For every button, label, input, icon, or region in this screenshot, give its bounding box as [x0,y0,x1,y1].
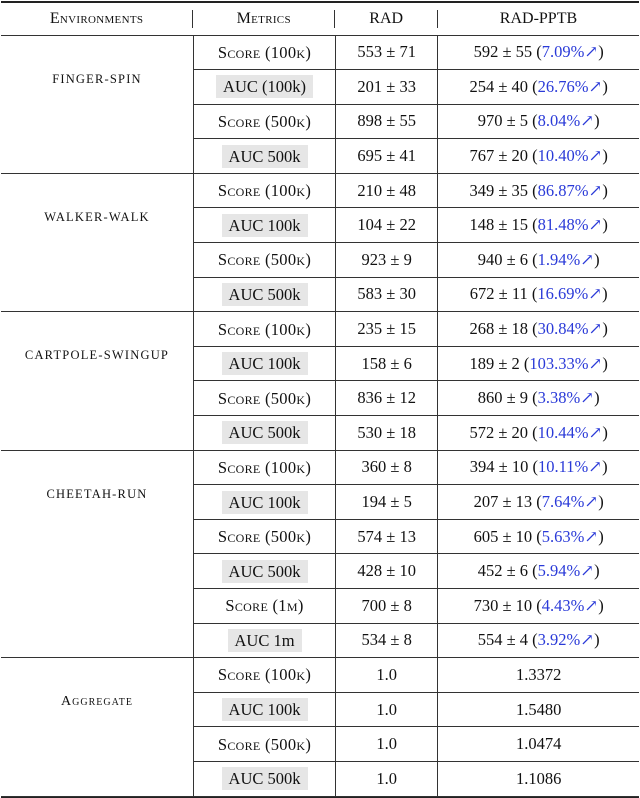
paren-open: ( [528,561,538,581]
improvement-value: 5.63%↗ [541,526,599,546]
metric-cell [193,243,335,277]
environment-group [1,312,639,450]
metric-cell [193,658,335,692]
rad-value: 836 ± 12 [335,381,437,415]
rad-pptb-value: 592 ± 55 [473,42,533,62]
improvement-value: 103.33%↗ [529,353,603,373]
paren-open: ( [528,630,538,650]
rad-pptb-value: 572 ± 20 [469,422,529,442]
paren-close: ) [598,595,604,615]
paren-close: ) [602,457,608,477]
rad-value: 1.0 [335,693,437,727]
paren-open: ( [528,180,538,200]
rad-pptb-value: 1.0474 [515,734,562,754]
rad-pptb-value: 394 ± 10 [469,457,529,477]
paren-close: ) [602,319,608,339]
rad-pptb-cell [437,139,639,173]
rad-value: 923 ± 9 [335,243,437,277]
rad-pptb-cell [437,485,639,519]
rad-value: 1.0 [335,658,437,692]
paren-close: ) [594,111,600,131]
metric-label: Score (500k) [217,527,312,547]
paren-close: ) [594,630,600,650]
rad-pptb-cell [437,451,639,485]
table-row [193,692,639,727]
paren-close: ) [602,76,608,96]
rad-pptb-cell [437,36,639,70]
rad-pptb-cell [437,208,639,242]
metric-cell [193,416,335,450]
environment-group [1,174,639,312]
rad-pptb-cell [437,727,639,761]
paren-open: ( [532,526,542,546]
table-row [193,242,639,277]
metric-label: Score (100k) [217,319,312,339]
metric-label: Score (100k) [217,665,312,685]
metric-label: Score (100k) [217,42,312,62]
header-rad-pptb: RAD-PPTB [437,10,639,28]
rad-value: 194 ± 5 [335,485,437,519]
metric-cell [193,520,335,554]
metric-cell [193,693,335,727]
environment-group [1,658,639,796]
rad-value: 530 ± 18 [335,416,437,450]
paren-open: ( [528,111,538,131]
header-metrics: Metrics [192,10,334,28]
table-row [193,104,639,139]
table-row [193,138,639,173]
paren-close: ) [602,353,608,373]
improvement-value: 86.87%↗ [537,180,603,200]
paren-close: ) [602,284,608,304]
rad-value: 158 ± 6 [335,347,437,381]
header-row [1,3,639,36]
rad-pptb-value: 1.5480 [515,699,562,719]
paren-close: ) [602,180,608,200]
paren-open: ( [519,353,530,373]
rad-value: 534 ± 8 [335,624,437,658]
rad-pptb-cell [437,381,639,415]
improvement-value: 3.92%↗ [537,630,595,650]
metric-cell [193,589,335,623]
table-row [193,69,639,104]
environment-group [1,451,639,659]
paren-open: ( [528,388,538,408]
paren-open: ( [528,319,538,339]
environment-name: CARTPOLE-SWINGUP [24,348,170,363]
metric-cell [193,208,335,242]
improvement-value: 4.43%↗ [541,595,599,615]
table-row [193,36,639,70]
rad-pptb-value: 605 ± 10 [473,526,533,546]
improvement-value: 10.44%↗ [537,422,603,442]
table-row [193,346,639,381]
rad-pptb-value: 1.3372 [515,664,562,684]
rad-pptb-cell [437,554,639,588]
table-row [193,380,639,415]
improvement-value: 10.40%↗ [537,146,603,166]
paren-close: ) [594,388,600,408]
metric-cell [193,139,335,173]
metric-label: Score (500k) [217,388,312,408]
metric-label: Score (100k) [217,181,312,201]
results-table [1,1,639,798]
metric-label: AUC 500k [222,560,308,583]
table-row [193,415,639,450]
table-row [193,277,639,312]
metric-label: AUC 100k [222,698,308,721]
table-body [1,36,639,797]
paren-close: ) [594,561,600,581]
paren-open: ( [528,457,538,477]
metric-label: AUC 1m [228,629,302,652]
rad-value: 1.0 [335,762,437,796]
paren-close: ) [602,422,608,442]
metric-label: Score (500k) [217,111,312,131]
improvement-value: 7.64%↗ [541,492,599,512]
metric-label: Score (500k) [217,734,312,754]
metric-cell [193,347,335,381]
metric-label: Score (100k) [217,457,312,477]
rad-value: 553 ± 71 [335,36,437,70]
metric-label: AUC 100k [222,491,308,514]
rad-pptb-cell [437,624,639,658]
paren-open: ( [528,215,538,235]
paren-open: ( [532,595,542,615]
rad-pptb-cell [437,416,639,450]
rad-pptb-value: 940 ± 6 [477,249,529,269]
environment-group [1,36,639,174]
rad-pptb-cell [437,658,639,692]
metric-cell [193,70,335,104]
rad-pptb-value: 730 ± 10 [473,595,533,615]
rad-value: 1.0 [335,727,437,761]
table-row [193,519,639,554]
rad-value: 428 ± 10 [335,554,437,588]
rad-pptb-cell [437,105,639,139]
environment-name: Aggregate [61,694,133,710]
rad-pptb-value: 767 ± 20 [469,146,529,166]
improvement-value: 8.04%↗ [537,111,595,131]
metric-cell [193,36,335,70]
improvement-value: 7.09%↗ [541,42,599,62]
table-row [193,207,639,242]
table-row [193,658,639,692]
rad-pptb-cell [437,312,639,346]
paren-open: ( [528,146,538,166]
paren-open: ( [528,249,538,269]
metric-cell [193,381,335,415]
metric-cell [193,727,335,761]
metric-label: AUC 500k [222,283,308,306]
table-row [193,451,639,485]
paren-close: ) [598,526,604,546]
rad-pptb-cell [437,762,639,796]
rad-pptb-value: 554 ± 4 [477,630,529,650]
rad-value: 360 ± 8 [335,451,437,485]
table-row [193,484,639,519]
rad-pptb-value: 860 ± 9 [477,388,529,408]
metric-label: AUC (100k) [216,75,313,98]
improvement-value: 26.76%↗ [537,76,603,96]
rad-value: 574 ± 13 [335,520,437,554]
improvement-value: 5.94%↗ [537,561,595,581]
metric-cell [193,451,335,485]
rad-pptb-cell [437,70,639,104]
rad-pptb-value: 207 ± 13 [473,492,533,512]
metric-cell [193,174,335,208]
improvement-value: 3.38%↗ [537,388,595,408]
rad-pptb-value: 672 ± 11 [469,284,528,304]
table-row [193,174,639,208]
rad-value: 898 ± 55 [335,105,437,139]
rad-pptb-cell [437,693,639,727]
metric-cell [193,485,335,519]
rad-value: 210 ± 48 [335,174,437,208]
rad-value: 104 ± 22 [335,208,437,242]
table-row [193,761,639,796]
paren-open: ( [527,284,538,304]
rad-value: 583 ± 30 [335,278,437,312]
table-row [193,553,639,588]
environment-name: WALKER-WALK [44,209,150,224]
rad-pptb-value: 254 ± 40 [469,76,529,96]
paren-close: ) [594,249,600,269]
rad-value: 700 ± 8 [335,589,437,623]
metric-label: Score (1m) [225,596,304,616]
paren-close: ) [602,146,608,166]
table-row [193,726,639,761]
metric-label: AUC 100k [222,214,308,237]
rad-pptb-value: 349 ± 35 [469,180,529,200]
rad-pptb-value: 452 ± 6 [477,561,529,581]
header-environments: Environments [49,9,144,27]
rad-pptb-value: 148 ± 15 [469,215,529,235]
improvement-value: 81.48%↗ [537,215,603,235]
header-rad: RAD [334,10,437,28]
metric-label: AUC 500k [222,767,308,790]
metric-cell [193,105,335,139]
table-row [193,588,639,623]
metric-label: Score (500k) [217,250,312,270]
metric-label: AUC 500k [222,145,308,168]
metric-cell [193,554,335,588]
rad-pptb-cell [437,347,639,381]
rad-value: 235 ± 15 [335,312,437,346]
table-row [193,623,639,658]
rad-pptb-value: 1.1086 [515,768,562,788]
rad-pptb-cell [437,243,639,277]
metric-cell [193,762,335,796]
environment-name: CHEETAH-RUN [46,486,148,501]
metric-cell [193,312,335,346]
metric-label: AUC 500k [222,421,308,444]
paren-close: ) [602,215,608,235]
metric-label: AUC 100k [222,352,308,375]
rad-pptb-value: 268 ± 18 [469,319,529,339]
metric-cell [193,278,335,312]
improvement-value: 16.69%↗ [537,284,603,304]
environment-name: FINGER-SPIN [52,71,142,86]
rad-pptb-cell [437,278,639,312]
rad-pptb-value: 189 ± 2 [469,353,520,373]
paren-close: ) [598,42,604,62]
improvement-value: 1.94%↗ [537,249,595,269]
rad-pptb-cell [437,589,639,623]
rad-value: 201 ± 33 [335,70,437,104]
rad-pptb-cell [437,520,639,554]
rad-value: 695 ± 41 [335,139,437,173]
improvement-value: 10.11%↗ [537,457,603,477]
metric-cell [193,624,335,658]
rad-pptb-value: 970 ± 5 [477,111,529,131]
paren-close: ) [598,492,604,512]
paren-open: ( [528,422,538,442]
table-row [193,312,639,346]
improvement-value: 30.84%↗ [537,319,603,339]
paren-open: ( [532,42,542,62]
paren-open: ( [532,492,542,512]
paren-open: ( [528,76,538,96]
rad-pptb-cell [437,174,639,208]
